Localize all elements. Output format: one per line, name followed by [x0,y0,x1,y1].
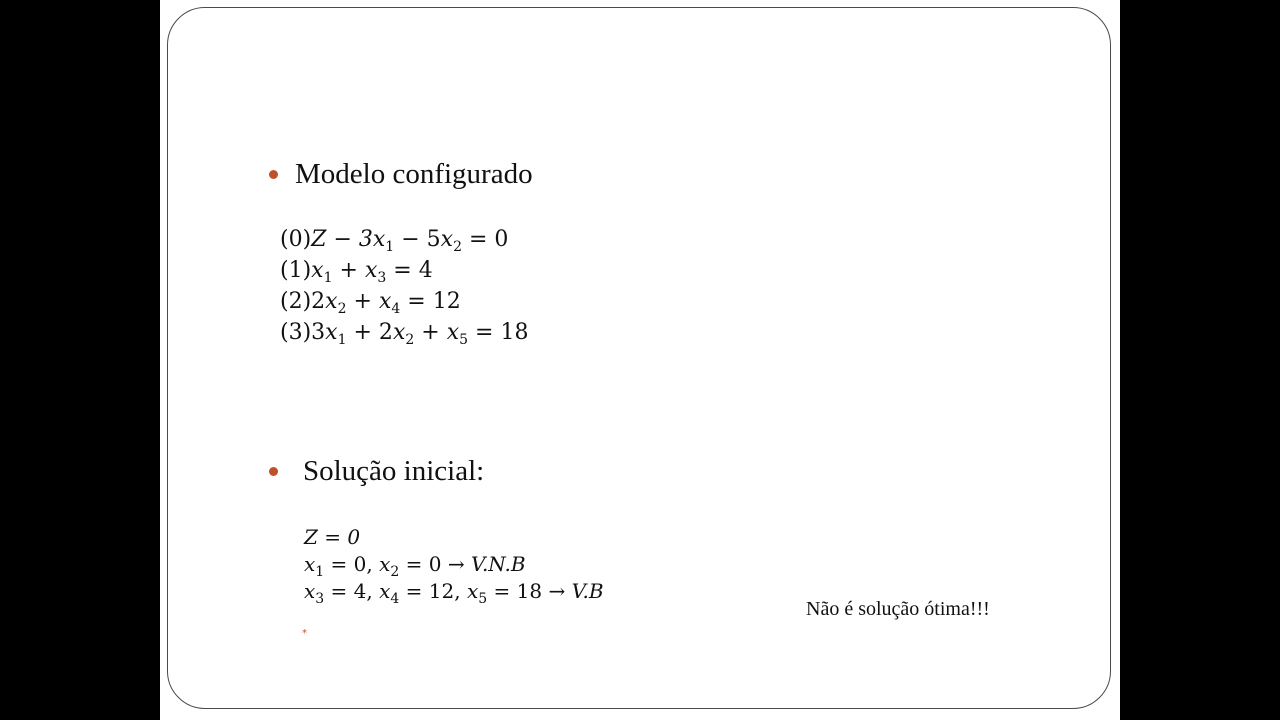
model-equations [280,224,528,348]
subscript: 2 [405,332,415,348]
value: = 0 → [399,552,471,576]
value: = 12, [399,579,467,603]
subscript: 1 [337,332,347,348]
marker-asterisk: * [302,628,307,639]
eq-term: + 2 [346,320,393,345]
bullet-heading: Solução inicial: [303,455,485,487]
subscript: 1 [315,564,325,580]
eq-term: + [332,258,365,283]
bullet-dot-icon [269,170,278,179]
eq-rhs: = 0 [461,227,509,252]
eq-rhs: = 12 [400,289,461,314]
bullet-dot-icon [269,467,278,476]
eq-rhs: = 18 [468,320,529,345]
basic-line [304,578,604,605]
eq-term: 2 [311,289,326,314]
eq-term: + [414,320,447,345]
slide [160,0,1120,720]
var: x [364,258,378,283]
value: = 18 → [487,579,572,603]
subscript: 4 [391,301,401,317]
eq-term: − 5 [394,227,441,252]
non-basic-line [304,551,604,578]
eq-label: (2) [280,289,312,314]
var: x [466,579,479,603]
var: x [392,320,406,345]
bullet-heading: Modelo configurado [295,158,533,190]
subscript: 3 [315,591,325,607]
subscript: 2 [390,564,400,580]
eq-term: 3 [311,320,326,345]
var: x [379,552,391,576]
var: x [311,258,324,283]
subscript: 1 [385,239,395,255]
eq-term: Z − 3 [311,227,373,252]
value: = 4, [324,579,380,603]
subscript: 1 [323,270,333,286]
var: x [379,579,391,603]
var: x [304,552,316,576]
equation-1 [280,255,528,286]
subscript: 2 [337,301,347,317]
eq-rhs: = 4 [386,258,433,283]
eq-label: (3) [280,320,312,345]
z-value: Z = 0 [304,525,361,549]
value: = 0, [324,552,380,576]
subscript: 5 [459,332,469,348]
equation-2 [280,286,528,317]
equation-0 [280,224,528,255]
z-value-line [304,524,604,551]
var: x [372,227,386,252]
subscript: 2 [453,239,462,255]
var: x [304,579,316,603]
var: x [325,289,338,314]
eq-term: + [346,289,379,314]
var: x [440,227,454,252]
not-optimal-note: Não é solução ótima!!! [806,598,990,620]
subscript: 4 [390,591,400,607]
equation-3 [280,317,528,348]
subscript: 3 [377,270,387,286]
var: x [446,320,460,345]
var: x [378,289,392,314]
subscript: 5 [478,591,488,607]
var: x [325,320,338,345]
vnb-tag: V.N.B [471,552,526,576]
eq-label: (1) [280,258,312,283]
vb-tag: V.B [571,579,604,603]
eq-label: (0) [280,227,312,252]
bullet-modelo-configurado [269,158,533,191]
initial-solution [304,524,604,605]
bullet-solucao-inicial [269,455,484,488]
